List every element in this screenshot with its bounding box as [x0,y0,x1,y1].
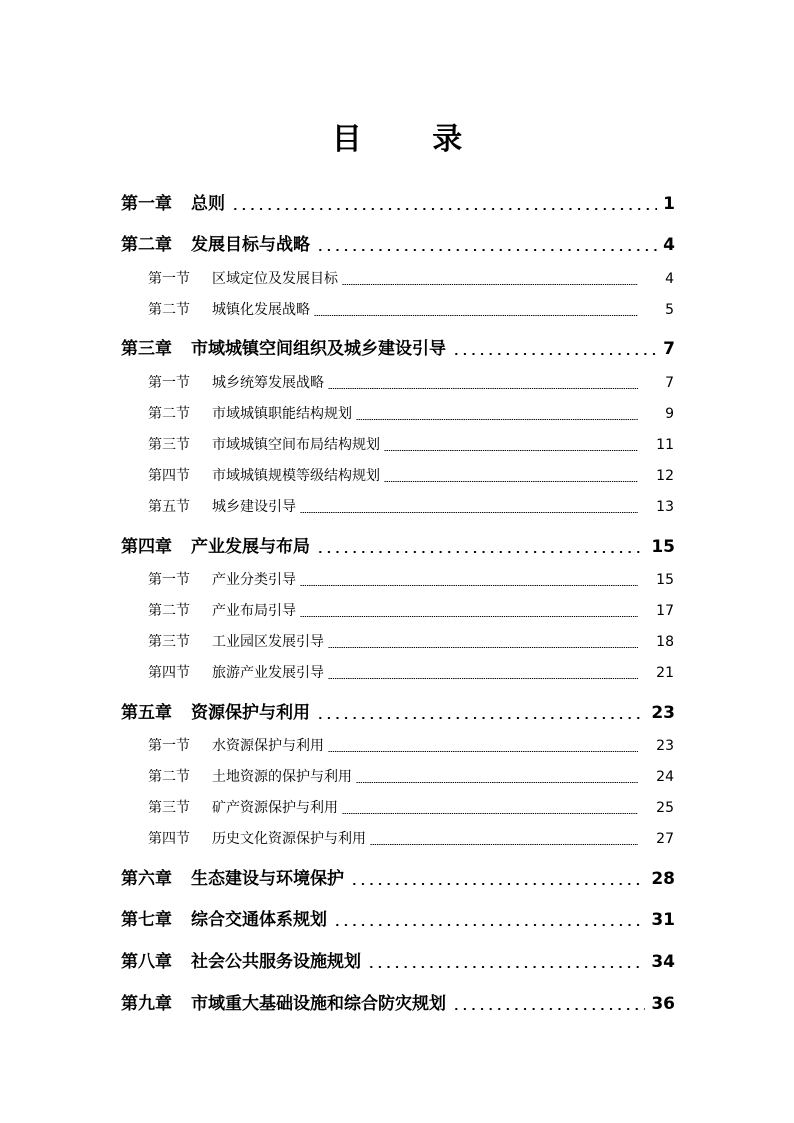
section-number: 第四节 [148,468,190,484]
section-title: 水资源保护与利用 [212,738,324,754]
dot-leader [365,947,647,973]
section-number: 第二节 [148,302,190,318]
dot-leader [348,864,647,890]
section-title: 市域城镇空间布局结构规划 [212,437,380,453]
toc-section[interactable] [148,569,674,591]
section-title: 区域定位及发展目标 [212,271,338,287]
toc-section[interactable] [148,631,674,653]
page-number: 5 [665,302,674,318]
section-title: 土地资源的保护与利用 [212,769,352,785]
chapter-number: 第二章 [121,235,172,255]
dot-leader [384,434,638,456]
page-number: 18 [656,634,674,650]
section-title: 旅游产业发展引导 [212,665,324,681]
chapter-title: 市域城镇空间组织及城乡建设引导 [191,339,446,359]
section-number: 第一节 [148,375,190,391]
dot-leader [229,189,659,215]
section-number: 第二节 [148,406,190,422]
page-number: 34 [651,952,675,972]
page-number: 4 [665,271,674,287]
toc-chapter-4[interactable] [121,532,675,558]
section-title: 市域城镇规模等级结构规划 [212,468,380,484]
dot-leader [300,496,638,518]
section-title: 城乡统筹发展战略 [212,375,324,391]
chapter-title: 社会公共服务设施规划 [191,952,361,972]
dot-leader [450,334,659,360]
toc-chapter-7[interactable] [121,905,675,931]
section-title: 历史文化资源保护与利用 [212,831,366,847]
section-number: 第一节 [148,738,190,754]
dot-leader [314,299,638,321]
page-number: 1 [663,194,675,214]
chapter-number: 第三章 [121,339,172,359]
section-title: 城镇化发展战略 [212,302,310,318]
toc-section[interactable] [148,434,674,456]
page-number: 7 [665,375,674,391]
toc-section[interactable] [148,372,674,394]
toc-section[interactable] [148,828,674,850]
toc-section[interactable] [148,797,674,819]
chapter-number: 第四章 [121,537,172,557]
toc-chapter-8[interactable] [121,947,675,973]
page-number: 13 [656,499,674,515]
page-number: 7 [663,339,675,359]
toc-section[interactable] [148,299,674,321]
dot-leader [328,631,638,653]
chapter-title: 市域重大基础设施和综合防灾规划 [191,994,446,1014]
section-title: 产业分类引导 [212,572,296,588]
toc-section[interactable] [148,735,674,757]
chapter-number: 第七章 [121,910,172,930]
page-number: 17 [656,603,674,619]
chapter-title: 产业发展与布局 [191,537,310,557]
section-number: 第四节 [148,665,190,681]
section-title: 工业园区发展引导 [212,634,324,650]
toc-chapter-1[interactable] [121,189,675,215]
dot-leader [356,403,638,425]
dot-leader [342,268,638,290]
toc-chapter-5[interactable] [121,698,675,724]
page-number: 24 [656,769,674,785]
section-number: 第一节 [148,572,190,588]
section-number: 第二节 [148,603,190,619]
dot-leader [328,662,638,684]
chapter-number: 第八章 [121,952,172,972]
page-number: 9 [665,406,674,422]
toc-chapter-6[interactable] [121,864,675,890]
page-number: 12 [656,468,674,484]
dot-leader [314,230,659,256]
page-number: 11 [656,437,674,453]
toc-section[interactable] [148,662,674,684]
toc-section[interactable] [148,766,674,788]
section-number: 第五节 [148,499,190,515]
page-number: 15 [656,572,674,588]
toc-chapter-9[interactable] [121,989,675,1015]
chapter-title: 综合交通体系规划 [191,910,327,930]
toc-section[interactable] [148,600,674,622]
toc-chapter-2[interactable] [121,230,675,256]
section-title: 产业布局引导 [212,603,296,619]
section-title: 市域城镇职能结构规划 [212,406,352,422]
toc-section[interactable] [148,268,674,290]
section-number: 第三节 [148,437,190,453]
toc-section[interactable] [148,465,674,487]
dot-leader [342,797,638,819]
toc-section[interactable] [148,403,674,425]
toc-section[interactable] [148,496,674,518]
page-number: 15 [651,537,675,557]
chapter-title: 资源保护与利用 [191,703,310,723]
dot-leader [328,735,638,757]
section-number: 第二节 [148,769,190,785]
page-number: 23 [656,738,674,754]
page-title: 目 录 [331,122,493,157]
chapter-title: 发展目标与战略 [191,235,310,255]
page-number: 28 [651,869,675,889]
page-number: 23 [651,703,675,723]
page-number: 21 [656,665,674,681]
dot-leader [331,905,647,931]
chapter-number: 第五章 [121,703,172,723]
section-number: 第三节 [148,634,190,650]
page-number: 27 [656,831,674,847]
dot-leader [328,372,638,394]
dot-leader [450,989,647,1015]
page-number: 31 [651,910,675,930]
section-title: 城乡建设引导 [212,499,296,515]
chapter-number: 第九章 [121,994,172,1014]
page-number: 25 [656,800,674,816]
dot-leader [314,532,647,558]
dot-leader [300,600,638,622]
section-title: 矿产资源保护与利用 [212,800,338,816]
chapter-number: 第一章 [121,194,172,214]
section-number: 第四节 [148,831,190,847]
page-number: 4 [663,235,675,255]
toc-chapter-3[interactable] [121,334,675,360]
dot-leader [370,828,638,850]
chapter-title: 生态建设与环境保护 [191,869,344,889]
dot-leader [356,766,638,788]
dot-leader [314,698,647,724]
page-number: 36 [651,994,675,1014]
dot-leader [300,569,638,591]
chapter-number: 第六章 [121,869,172,889]
section-number: 第一节 [148,271,190,287]
dot-leader [384,465,638,487]
section-number: 第三节 [148,800,190,816]
chapter-title: 总则 [191,194,225,214]
